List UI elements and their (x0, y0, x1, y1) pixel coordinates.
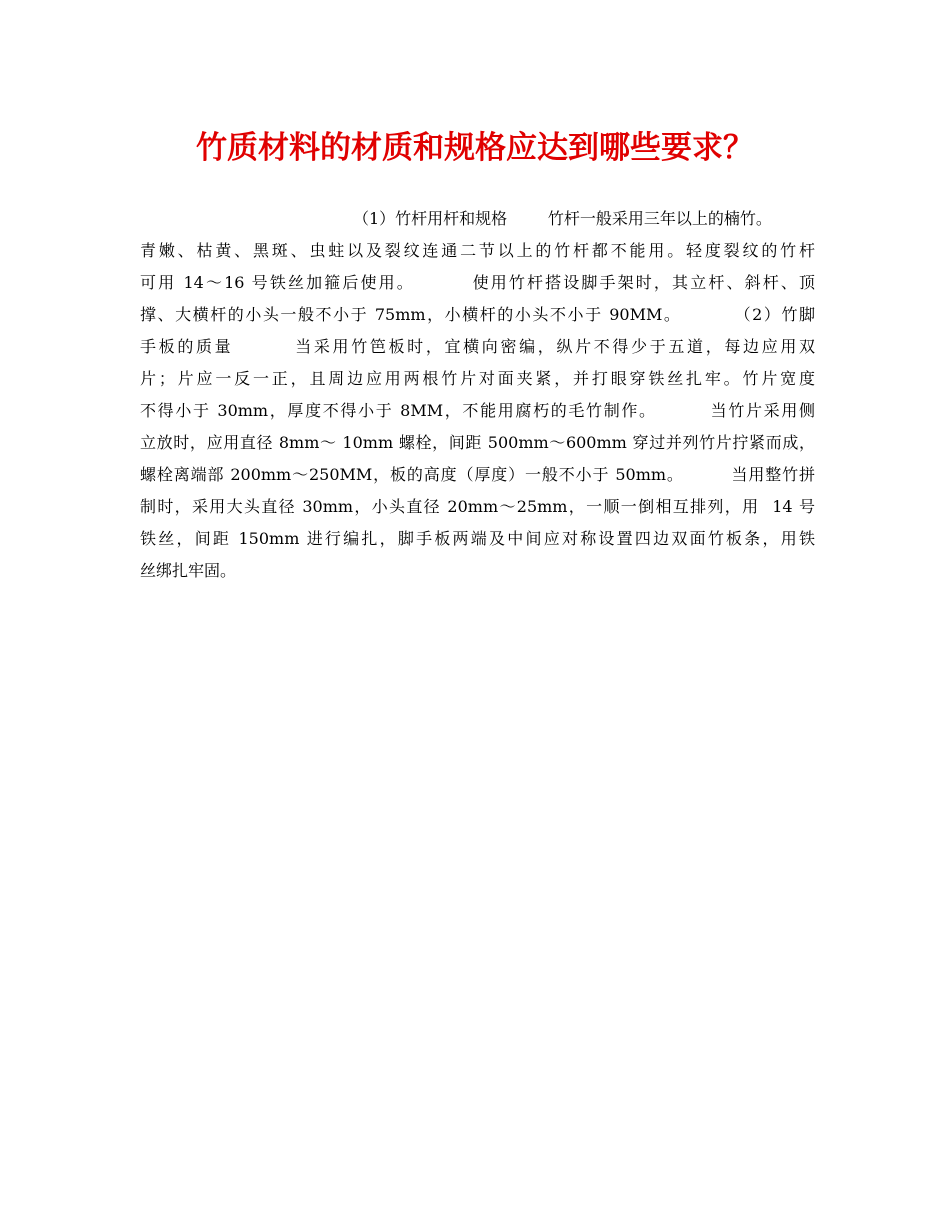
body-line: 螺栓离端部 200mm～250MM，板的高度（厚度）一般不小于 50mm。 当用整竹拼 (140, 465, 815, 484)
body-line: 铁丝，间距 150mm 进行编扎，脚手板两端及中间应对称设置四边双面竹板条，用铁 (140, 529, 815, 548)
body-line: 片；片应一反一正，且周边应用两根竹片对面夹紧，并打眼穿铁丝扎牢。竹片宽度 (140, 369, 815, 388)
body-line: 立放时，应用直径 8mm～ 10mm 螺栓，间距 500mm～600mm 穿过并列竹片拧紧而成， (140, 433, 815, 452)
document-title: 竹质材料的材质和规格应达到哪些要求？ (196, 130, 754, 166)
body-line: 不得小于 30mm，厚度不得小于 8MM，不能用腐朽的毛竹制作。 当竹片采用侧 (140, 401, 815, 420)
body-line: 丝绑扎牢固。 (140, 561, 237, 580)
body-line: 制时，采用大头直径 30mm，小头直径 20mm～25mm，一顺一倒相互排列，用 14 号 (140, 497, 815, 516)
document-body (140, 203, 815, 587)
body-line: 可用 14～16 号铁丝加箍后使用。 使用竹杆搭设脚手架时，其立杆、斜杆、顶 (140, 273, 815, 292)
body-line: 青嫩、枯黄、黑斑、虫蛀以及裂纹连通二节以上的竹杆都不能用。轻度裂纹的竹杆 (140, 241, 815, 260)
body-line: 手板的质量 当采用竹笆板时，宜横向密编，纵片不得少于五道，每边应用双 (140, 337, 815, 356)
body-line: （1）竹杆用杆和规格 竹杆一般采用三年以上的楠竹。 (353, 209, 772, 228)
body-line: 撑、大横杆的小头一般不小于 75mm，小横杆的小头不小于 90MM。 （2）竹脚 (140, 305, 815, 324)
